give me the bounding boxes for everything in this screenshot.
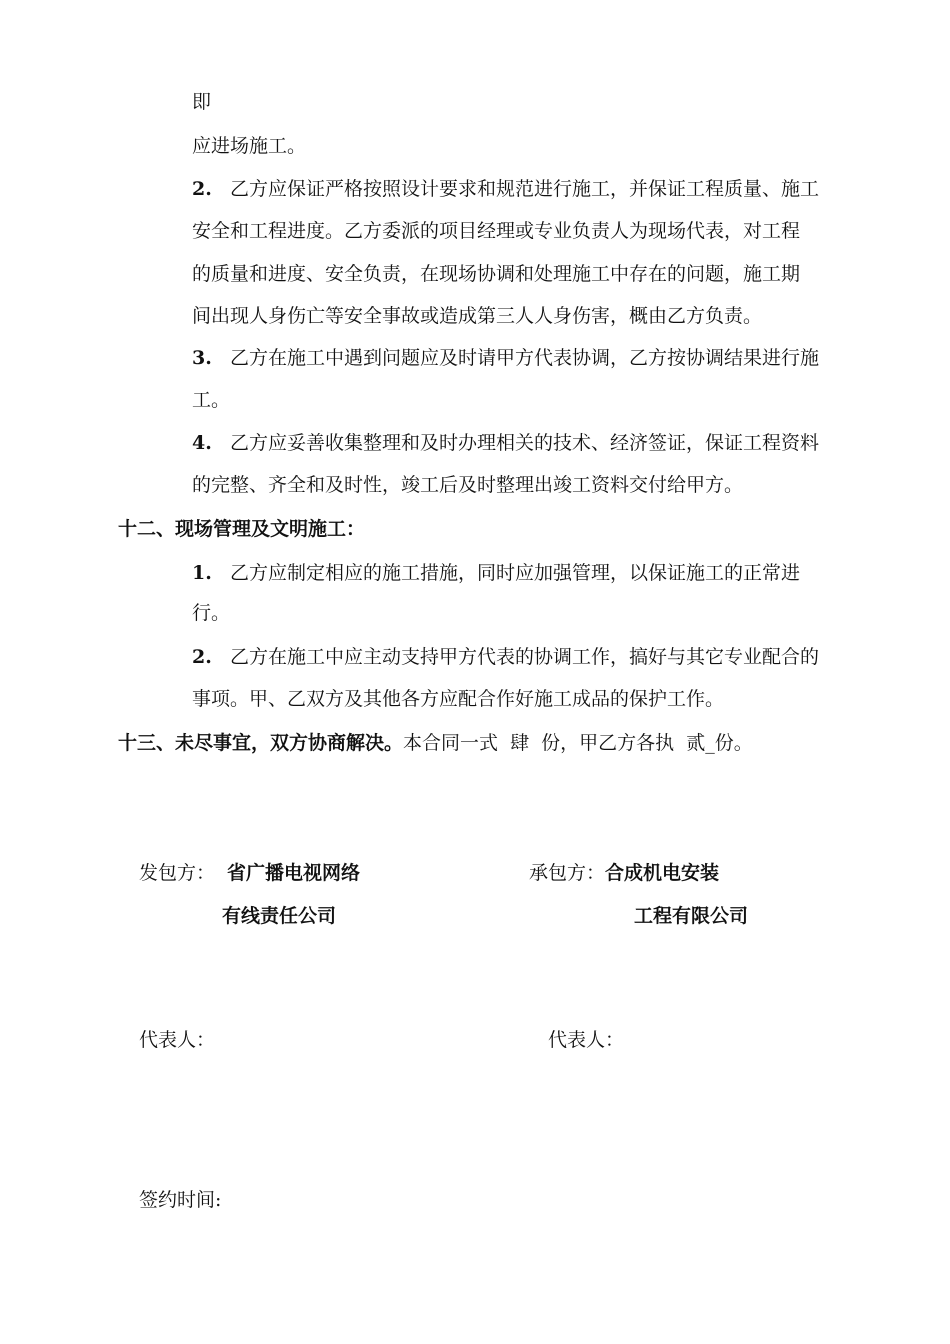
rep-a-label: 代表人： bbox=[139, 1029, 216, 1051]
item-number: 2. bbox=[192, 178, 212, 200]
party-b-name-line2: 工程有限公司 bbox=[634, 905, 749, 927]
section-13 bbox=[118, 730, 753, 756]
section-heading-12: 十二、现场管理及文明施工： bbox=[118, 518, 366, 540]
text-line: 间出现人身伤亡等安全事故或造成第三人人身伤害，概由乙方负责。 bbox=[192, 305, 763, 327]
list-item-1 bbox=[192, 560, 800, 586]
section-heading-13: 十三、未尽事宜，双方协商解决。 bbox=[118, 732, 404, 754]
text-line: 工。 bbox=[192, 389, 231, 411]
list-item-2 bbox=[192, 176, 819, 202]
item-text: 乙方在施工中遇到问题应及时请甲方代表协调，乙方按协调结果进行施 bbox=[230, 347, 820, 369]
item-number: 3. bbox=[192, 347, 212, 369]
item-number: 4. bbox=[192, 432, 212, 454]
party-a-block bbox=[139, 860, 360, 886]
text-line: 行。 bbox=[192, 602, 231, 624]
item-text: 乙方在施工中应主动支持甲方代表的协调工作，搞好与其它专业配合的 bbox=[230, 646, 820, 668]
list-item-2 bbox=[192, 644, 819, 670]
party-b-label: 承包方： bbox=[529, 862, 606, 884]
list-item-4 bbox=[192, 430, 819, 456]
text-line: 的完整、齐全和及时性，竣工后及时整理出竣工资料交付给甲方。 bbox=[192, 474, 744, 496]
list-item-3 bbox=[192, 345, 819, 371]
text-line: 事项。甲、乙双方及其他各方应配合作好施工成品的保护工作。 bbox=[192, 688, 725, 710]
section-text: 本合同一式 肆 份，甲乙方各执 贰_份。 bbox=[403, 732, 753, 754]
party-a-name: 省广播电视网络 bbox=[227, 862, 361, 884]
item-text: 乙方应保证严格按照设计要求和规范进行施工，并保证工程质量、施工 bbox=[230, 178, 820, 200]
party-a-name-line2: 有线责任公司 bbox=[222, 905, 337, 927]
text-line: 应进场施工。 bbox=[192, 135, 307, 157]
item-number: 1. bbox=[192, 562, 212, 584]
party-b-block bbox=[529, 860, 719, 886]
rep-b-label: 代表人： bbox=[548, 1029, 625, 1051]
text-line: 的质量和进度、安全负责，在现场协调和处理施工中存在的问题，施工期 bbox=[192, 263, 801, 285]
party-a-label: 发包方： bbox=[139, 862, 216, 884]
party-b-name: 合成机电安装 bbox=[605, 862, 720, 884]
text-line: 即 bbox=[192, 91, 212, 113]
signing-date-label: 签约时间: bbox=[139, 1189, 222, 1211]
item-text: 乙方应妥善收集整理和及时办理相关的技术、经济签证，保证工程资料 bbox=[230, 432, 820, 454]
text-line: 安全和工程进度。乙方委派的项目经理或专业负责人为现场代表，对工程 bbox=[192, 220, 801, 242]
item-number: 2. bbox=[192, 646, 212, 668]
item-text: 乙方应制定相应的施工措施，同时应加强管理，以保证施工的正常进 bbox=[230, 562, 801, 584]
